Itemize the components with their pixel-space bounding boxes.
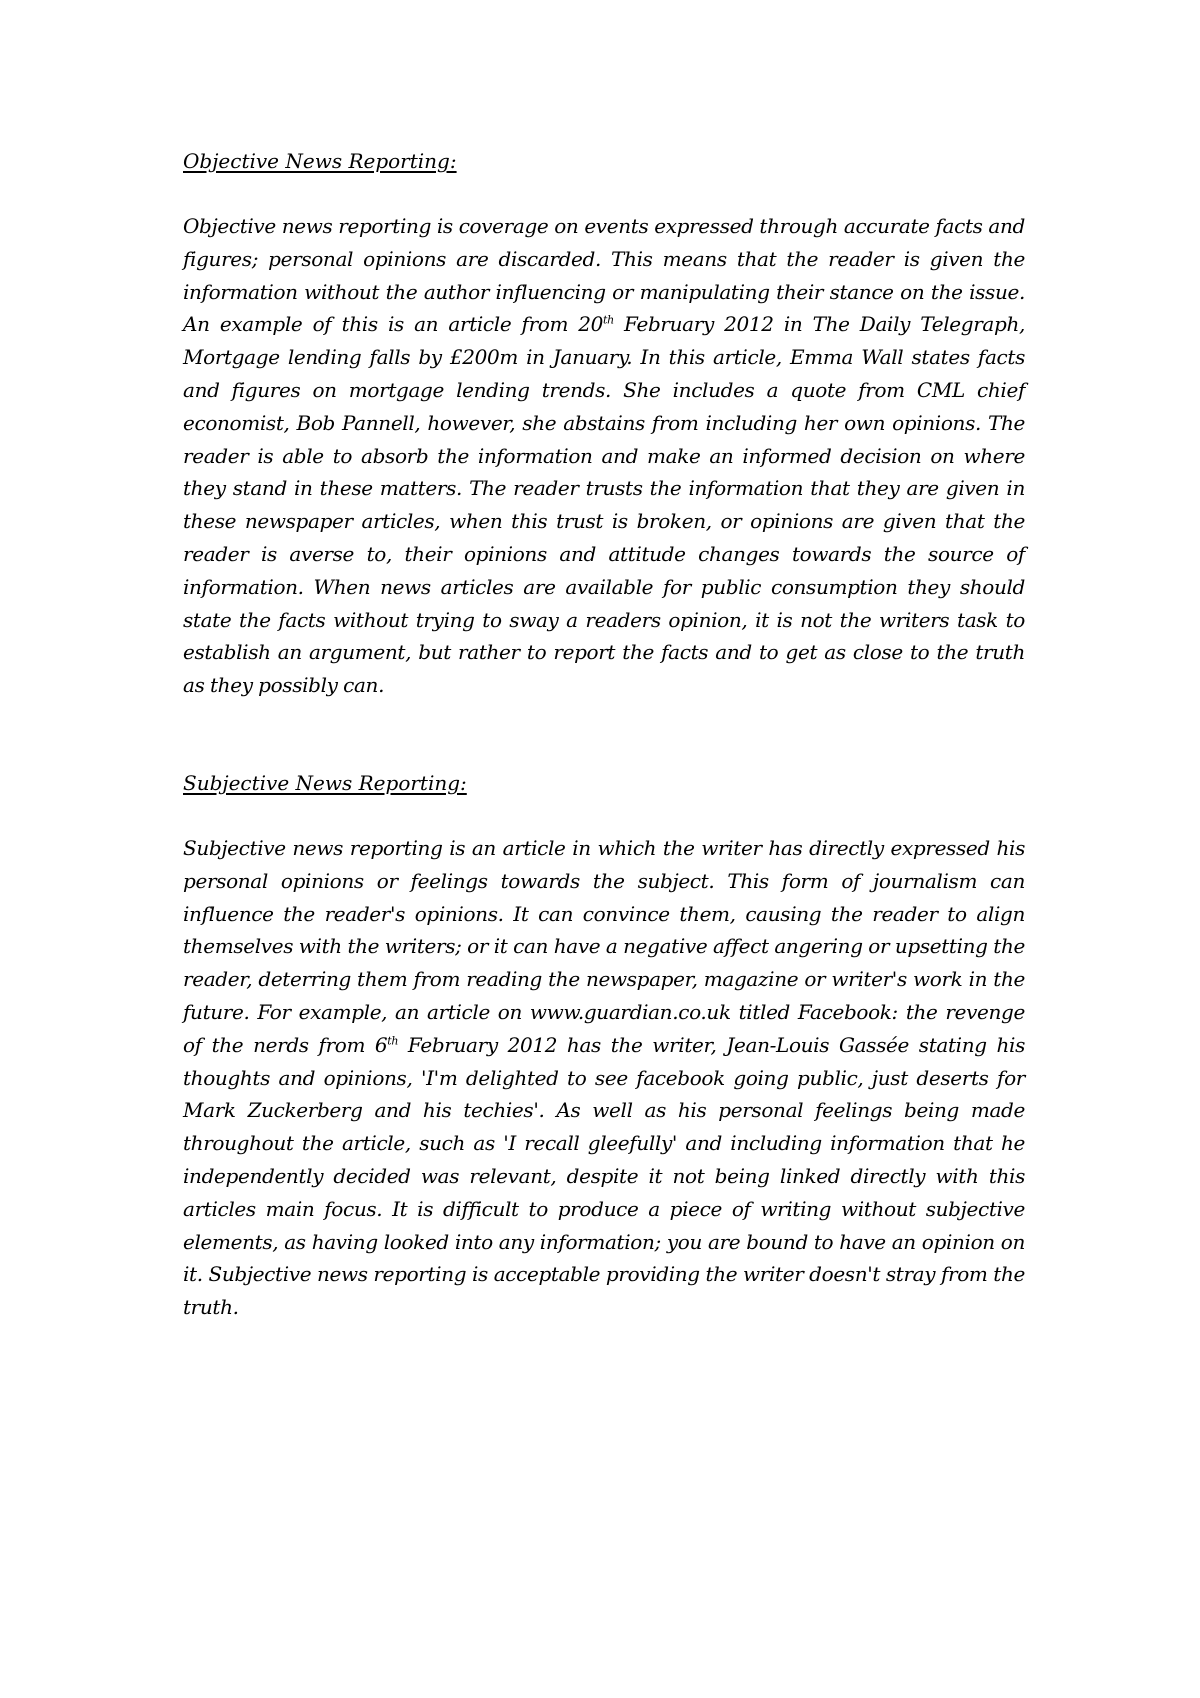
objective-ordinal-suffix: th xyxy=(603,313,614,327)
objective-section-heading-block xyxy=(183,145,1025,178)
objective-heading: Objective News Reporting: xyxy=(183,149,457,173)
objective-paragraph xyxy=(183,210,1025,702)
subjective-section-body-block xyxy=(183,832,1025,1324)
subjective-paragraph xyxy=(183,832,1025,1324)
subjective-ordinal-suffix: th xyxy=(387,1034,399,1048)
subjective-heading: Subjective News Reporting: xyxy=(183,771,467,795)
subjective-text-part2: February 2012 has the writer, Jean-Louis Gassée stating his thoughts and opinions, 'I'm delighted to see facebook going public, just deserts for Mark Zuckerberg and his techies'. As well as his personal feelings being made throughout the article, such as 'I recall gleefully' and including information that he independently decided was relevant, despite it not being linked directly with this articles main focus. It is difficult to produce a piece of writing without subjective elements, as having looked into any information; you are bound to have an opinion on it. Subjective news reporting is acceptable providing the writer doesn't stray from the truth. xyxy=(183,1032,1025,1320)
subjective-text-part1: Subjective news reporting is an article in which the writer has directly expressed his personal opinions or feelings towards the subject. This form of journalism can influence the reader's opinions. It can convince them, causing the reader to align themselves with the writers; or it can have a negative affect angering or upsetting the reader, deterring them from reading the newspaper, magazine or writer's work in the future. For example, an article on www.guardian.co.uk titled Facebook: the revenge of the nerds from 6 xyxy=(183,836,1025,1057)
objective-section-body-block xyxy=(183,210,1025,702)
objective-text-part1: Objective news reporting is coverage on events expressed through accurate facts and figures; personal opinions are discarded. This means that the reader is given the information without the author influencing or manipulating their stance on the issue. An example of this is an article from 20 xyxy=(183,214,1025,337)
objective-text-part2: February 2012 in The Daily Telegraph, Mortgage lending falls by £200m in January. In this article, Emma Wall states facts and figures on mortgage lending trends. She includes a quote from CML chief economist, Bob Pannell, however, she abstains from including her own opinions. The reader is able to absorb the information and make an informed decision on where they stand in these matters. The reader trusts the information that they are given in these newspaper articles, when this trust is broken, or opinions are given that the reader is averse to, their opinions and attitude changes towards the source of information. When news articles are available for public consumption they should state the facts without trying to sway a readers opinion, it is not the writers task to establish an argument, but rather to report the facts and to get as close to the truth as they possibly can. xyxy=(183,312,1025,698)
subjective-section-heading-block xyxy=(183,767,1025,800)
